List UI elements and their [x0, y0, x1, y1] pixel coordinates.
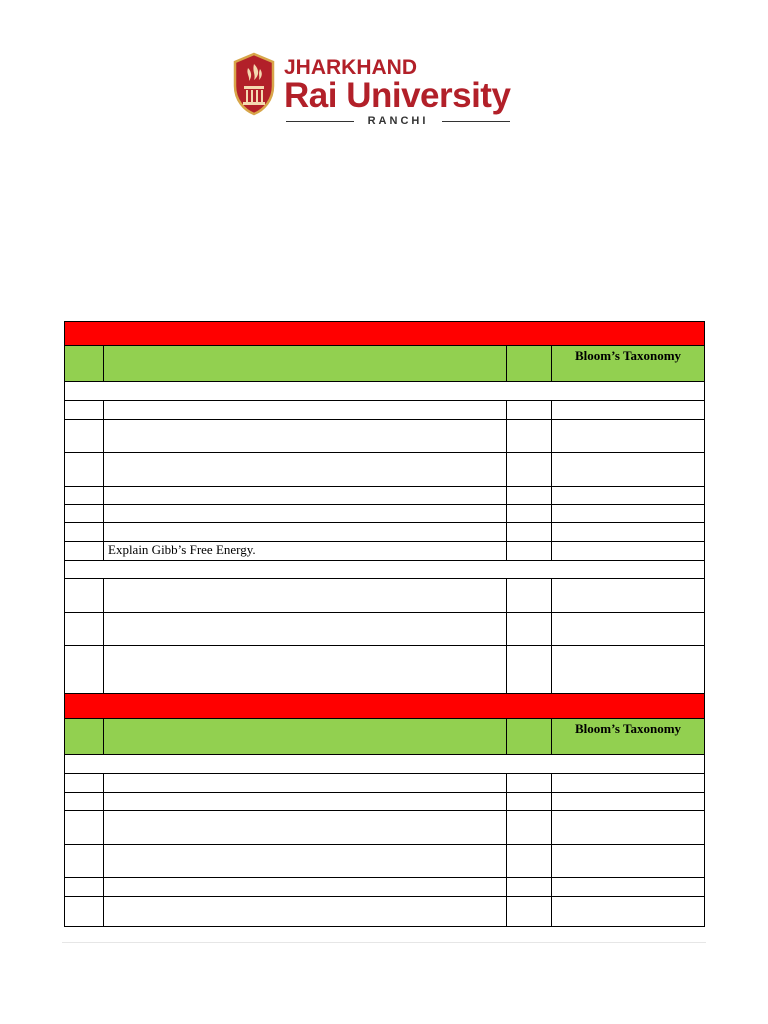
table-row	[65, 523, 705, 542]
table-row	[65, 542, 705, 561]
part-cell	[65, 755, 705, 774]
table-row	[65, 505, 705, 523]
page-bottom-rule	[62, 942, 706, 943]
question-table-1	[64, 321, 705, 695]
table-row	[65, 811, 705, 845]
bloom-taxonomy-header: Bloom’s Taxonomy	[552, 719, 705, 755]
header-marks-cell	[507, 719, 552, 755]
table-row	[65, 401, 705, 420]
part-cell	[65, 561, 705, 579]
question-text: Explain Gibb’s Free Energy.	[104, 542, 507, 561]
header-question-cell	[104, 346, 507, 382]
table-row	[65, 793, 705, 811]
part-row	[65, 755, 705, 774]
table-row	[65, 579, 705, 613]
header-marks-cell	[507, 346, 552, 382]
section-header-cell	[65, 694, 705, 719]
part-cell	[65, 382, 705, 401]
bloom-taxonomy-header: Bloom’s Taxonomy	[552, 346, 705, 382]
column-header-row	[65, 719, 705, 755]
section-header-cell	[65, 322, 705, 346]
table-row	[65, 897, 705, 927]
table-row	[65, 420, 705, 453]
table-row	[65, 845, 705, 878]
header-no-cell	[65, 346, 104, 382]
section-header-row	[65, 322, 705, 346]
table-row	[65, 613, 705, 646]
column-header-row	[65, 346, 705, 382]
section-header-row	[65, 694, 705, 719]
part-row	[65, 382, 705, 401]
logo-ranchi-text: RANCHI	[367, 115, 429, 127]
header-question-cell	[104, 719, 507, 755]
logo-line-ranchi	[286, 115, 510, 127]
table-row	[65, 646, 705, 695]
logo-rule-right	[442, 121, 510, 122]
part-row	[65, 561, 705, 579]
logo-line-jharkhand: JHARKHAND	[284, 56, 418, 79]
table-row	[65, 774, 705, 793]
crest-icon	[232, 52, 276, 116]
table-row	[65, 878, 705, 897]
logo-line-university: Rai University	[284, 76, 511, 115]
table-row	[65, 487, 705, 505]
header-no-cell	[65, 719, 104, 755]
table-row	[65, 453, 705, 487]
university-logo	[232, 52, 532, 128]
question-table-2	[64, 693, 705, 927]
